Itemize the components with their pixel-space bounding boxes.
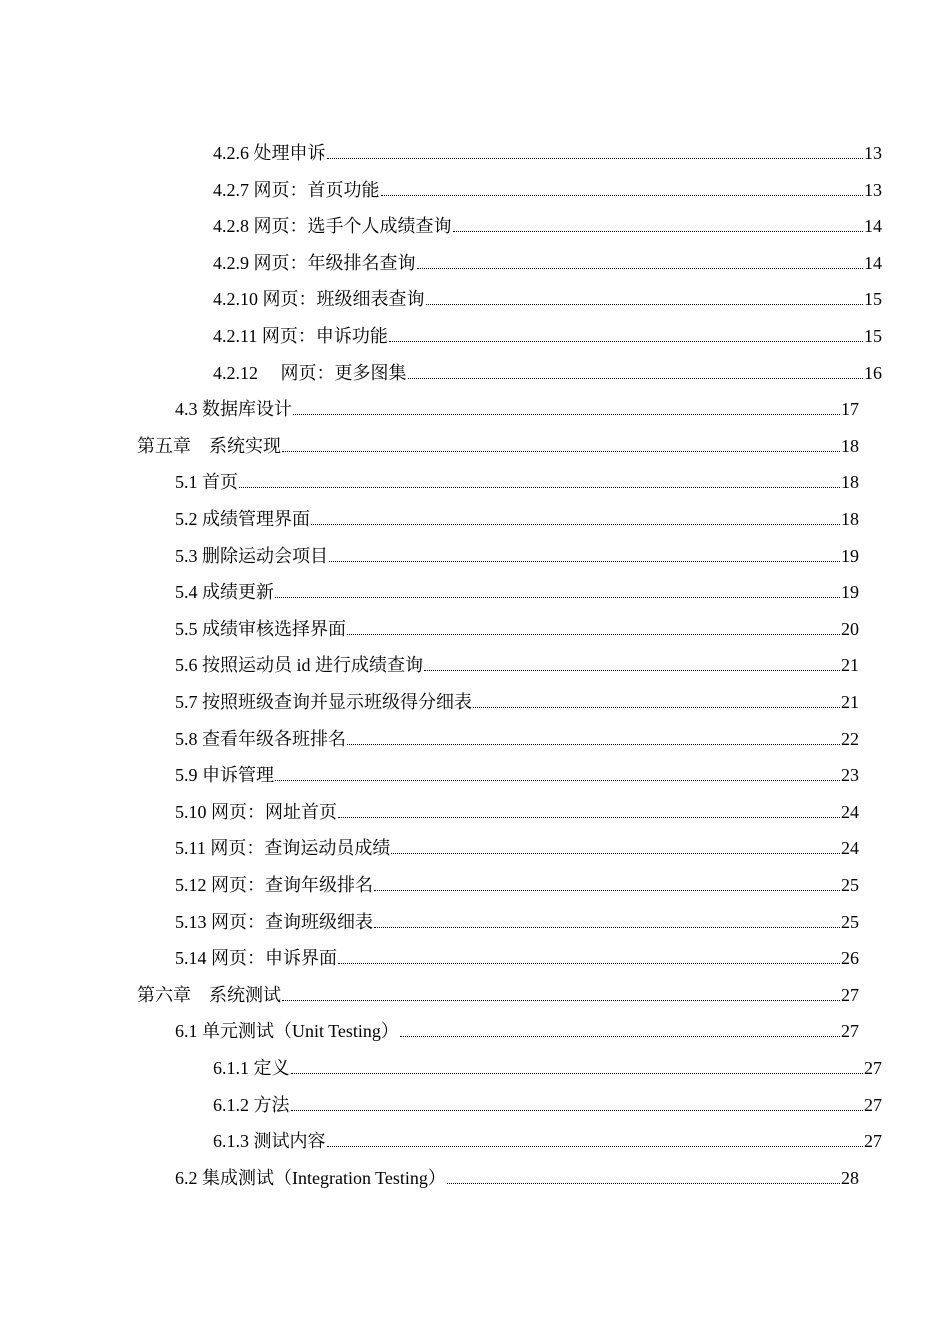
toc-dot-leader (275, 597, 840, 598)
toc-dot-leader (417, 268, 864, 269)
toc-dot-leader (408, 378, 864, 379)
toc-dot-leader (293, 414, 840, 415)
toc-dot-leader (329, 561, 840, 562)
toc-dot-leader (239, 487, 840, 488)
toc-entry-page-number: 28 (841, 1167, 859, 1188)
toc-entry-title: 4.2.9 网页：年级排名查询 (213, 252, 416, 273)
toc-entry-title: 5.4 成绩更新 (175, 582, 274, 603)
toc-entry[interactable] (175, 614, 859, 640)
toc-entry-page-number: 27 (864, 1131, 882, 1152)
toc-entry-page-number: 19 (841, 545, 859, 566)
toc-entry-page-number: 25 (841, 911, 859, 932)
toc-entry-page-number: 24 (841, 801, 859, 822)
toc-entry-page-number: 24 (841, 838, 859, 859)
toc-entry-title: 6.1 单元测试（Unit Testing） (175, 1021, 399, 1042)
toc-entry-title: 6.1.2 方法 (213, 1094, 290, 1115)
toc-entry-title: 6.1.1 定义 (213, 1058, 290, 1078)
toc-entry-title: 5.14 网页：申诉界面 (175, 948, 337, 969)
toc-entry[interactable] (175, 577, 859, 603)
toc-entry[interactable] (175, 1163, 859, 1189)
toc-entry[interactable] (213, 1090, 882, 1116)
toc-dot-leader (338, 817, 840, 818)
toc-entry-page-number: 18 (841, 435, 859, 456)
toc-entry-title: 4.2.6 处理申诉 (213, 143, 326, 163)
toc-entry[interactable] (213, 138, 882, 164)
toc-entry-page-number: 22 (841, 728, 859, 749)
toc-entry[interactable] (175, 870, 859, 896)
toc-dot-leader (389, 341, 863, 342)
toc-entry[interactable] (175, 797, 859, 823)
toc-entry-title: 5.6 按照运动员 id 进行成绩查询 (175, 655, 423, 676)
toc-dot-leader (327, 1146, 864, 1147)
toc-entry-page-number: 16 (864, 362, 882, 383)
toc-entry-title: 5.11 网页：查询运动员成绩 (175, 838, 391, 859)
toc-entry[interactable] (213, 321, 882, 347)
toc-entry-page-number: 15 (864, 289, 882, 310)
toc-entry-title: 第五章 系统实现 (137, 435, 281, 456)
toc-entry-title: 4.2.12 网页：更多图集 (213, 362, 407, 383)
toc-entry[interactable] (175, 760, 859, 786)
toc-entry-title: 5.8 查看年级各班排名 (175, 728, 346, 749)
toc-dot-leader (347, 744, 840, 745)
toc-entry-title: 5.10 网页：网址首页 (175, 801, 337, 822)
toc-entry-page-number: 15 (864, 326, 882, 346)
toc-entry[interactable] (175, 907, 859, 933)
toc-dot-leader (311, 524, 840, 525)
toc-dot-leader (338, 963, 840, 964)
toc-entry[interactable] (175, 467, 859, 493)
toc-entry-title: 4.2.10 网页：班级细表查询 (213, 289, 425, 310)
toc-entry[interactable] (213, 1053, 882, 1079)
toc-entry[interactable] (137, 431, 859, 457)
toc-entry-title: 5.12 网页：查询年级排名 (175, 875, 373, 895)
toc-entry[interactable] (175, 504, 859, 530)
toc-dot-leader (426, 304, 864, 305)
toc-dot-leader (447, 1183, 840, 1184)
toc-entry[interactable] (175, 650, 859, 676)
toc-entry-title: 5.9 申诉管理 (175, 765, 274, 786)
toc-entry-page-number: 18 (841, 509, 859, 529)
toc-dot-leader (347, 634, 840, 635)
toc-entry-page-number: 14 (864, 216, 882, 237)
toc-entry-title: 4.2.7 网页：首页功能 (213, 179, 380, 200)
toc-entry[interactable] (175, 394, 859, 420)
toc-entry[interactable] (175, 833, 859, 859)
toc-dot-leader (473, 707, 840, 708)
toc-entry-title: 5.3 删除运动会项目 (175, 545, 328, 566)
toc-entry[interactable] (175, 687, 859, 713)
toc-entry[interactable] (175, 541, 859, 567)
toc-dot-leader (275, 780, 840, 781)
toc-entry-page-number: 17 (841, 399, 859, 420)
toc-entry-page-number: 18 (841, 472, 859, 493)
toc-entry[interactable] (213, 248, 882, 274)
toc-entry-title: 4.3 数据库设计 (175, 399, 292, 420)
toc-entry[interactable] (213, 175, 882, 201)
toc-entry-title: 5.2 成绩管理界面 (175, 509, 310, 529)
toc-entry[interactable] (175, 943, 859, 969)
toc-entry-page-number: 14 (864, 252, 882, 273)
toc-entry[interactable] (213, 211, 882, 237)
toc-dot-leader (291, 1073, 864, 1074)
toc-dot-leader (374, 890, 840, 891)
toc-dot-leader (282, 1000, 840, 1001)
toc-entry-page-number: 27 (841, 1021, 859, 1042)
toc-entry-title: 5.13 网页：查询班级细表 (175, 911, 373, 932)
toc-entry-page-number: 27 (841, 984, 859, 1005)
toc-entry-page-number: 25 (841, 875, 859, 895)
toc-entry-page-number: 13 (864, 143, 882, 163)
toc-entry-title: 5.7 按照班级查询并显示班级得分细表 (175, 692, 472, 712)
toc-entry-page-number: 21 (841, 655, 859, 676)
toc-entry-page-number: 21 (841, 692, 859, 712)
toc-entry-page-number: 26 (841, 948, 859, 969)
toc-dot-leader (291, 1110, 864, 1111)
toc-entry[interactable] (213, 358, 882, 384)
toc-entry-title: 第六章 系统测试 (137, 984, 281, 1005)
toc-entry[interactable] (175, 724, 859, 750)
toc-entry-title: 4.2.8 网页：选手个人成绩查询 (213, 216, 452, 237)
toc-dot-leader (400, 1036, 840, 1037)
toc-dot-leader (391, 853, 840, 854)
toc-dot-leader (374, 927, 840, 928)
toc-entry[interactable] (137, 980, 859, 1006)
toc-dot-leader (381, 195, 864, 196)
toc-dot-leader (282, 451, 840, 452)
toc-dot-leader (327, 158, 864, 159)
toc-entry[interactable] (213, 284, 882, 310)
toc-entry-title: 5.1 首页 (175, 472, 238, 493)
toc-entry-title: 6.1.3 测试内容 (213, 1131, 326, 1152)
toc-entry-title: 4.2.11 网页：申诉功能 (213, 326, 388, 346)
toc-entry-page-number: 27 (864, 1094, 882, 1115)
toc-entry[interactable] (213, 1126, 882, 1152)
toc-entry-page-number: 23 (841, 765, 859, 786)
toc-entry-page-number: 20 (841, 618, 859, 639)
toc-dot-leader (453, 231, 864, 232)
toc-entry-page-number: 27 (864, 1058, 882, 1078)
toc-entry[interactable] (175, 1016, 859, 1042)
toc-entry-title: 6.2 集成测试（Integration Testing） (175, 1167, 446, 1188)
toc-entry-page-number: 19 (841, 582, 859, 603)
toc-entry-page-number: 13 (864, 179, 882, 200)
toc-entry-title: 5.5 成绩审核选择界面 (175, 618, 346, 639)
toc-dot-leader (424, 670, 840, 671)
